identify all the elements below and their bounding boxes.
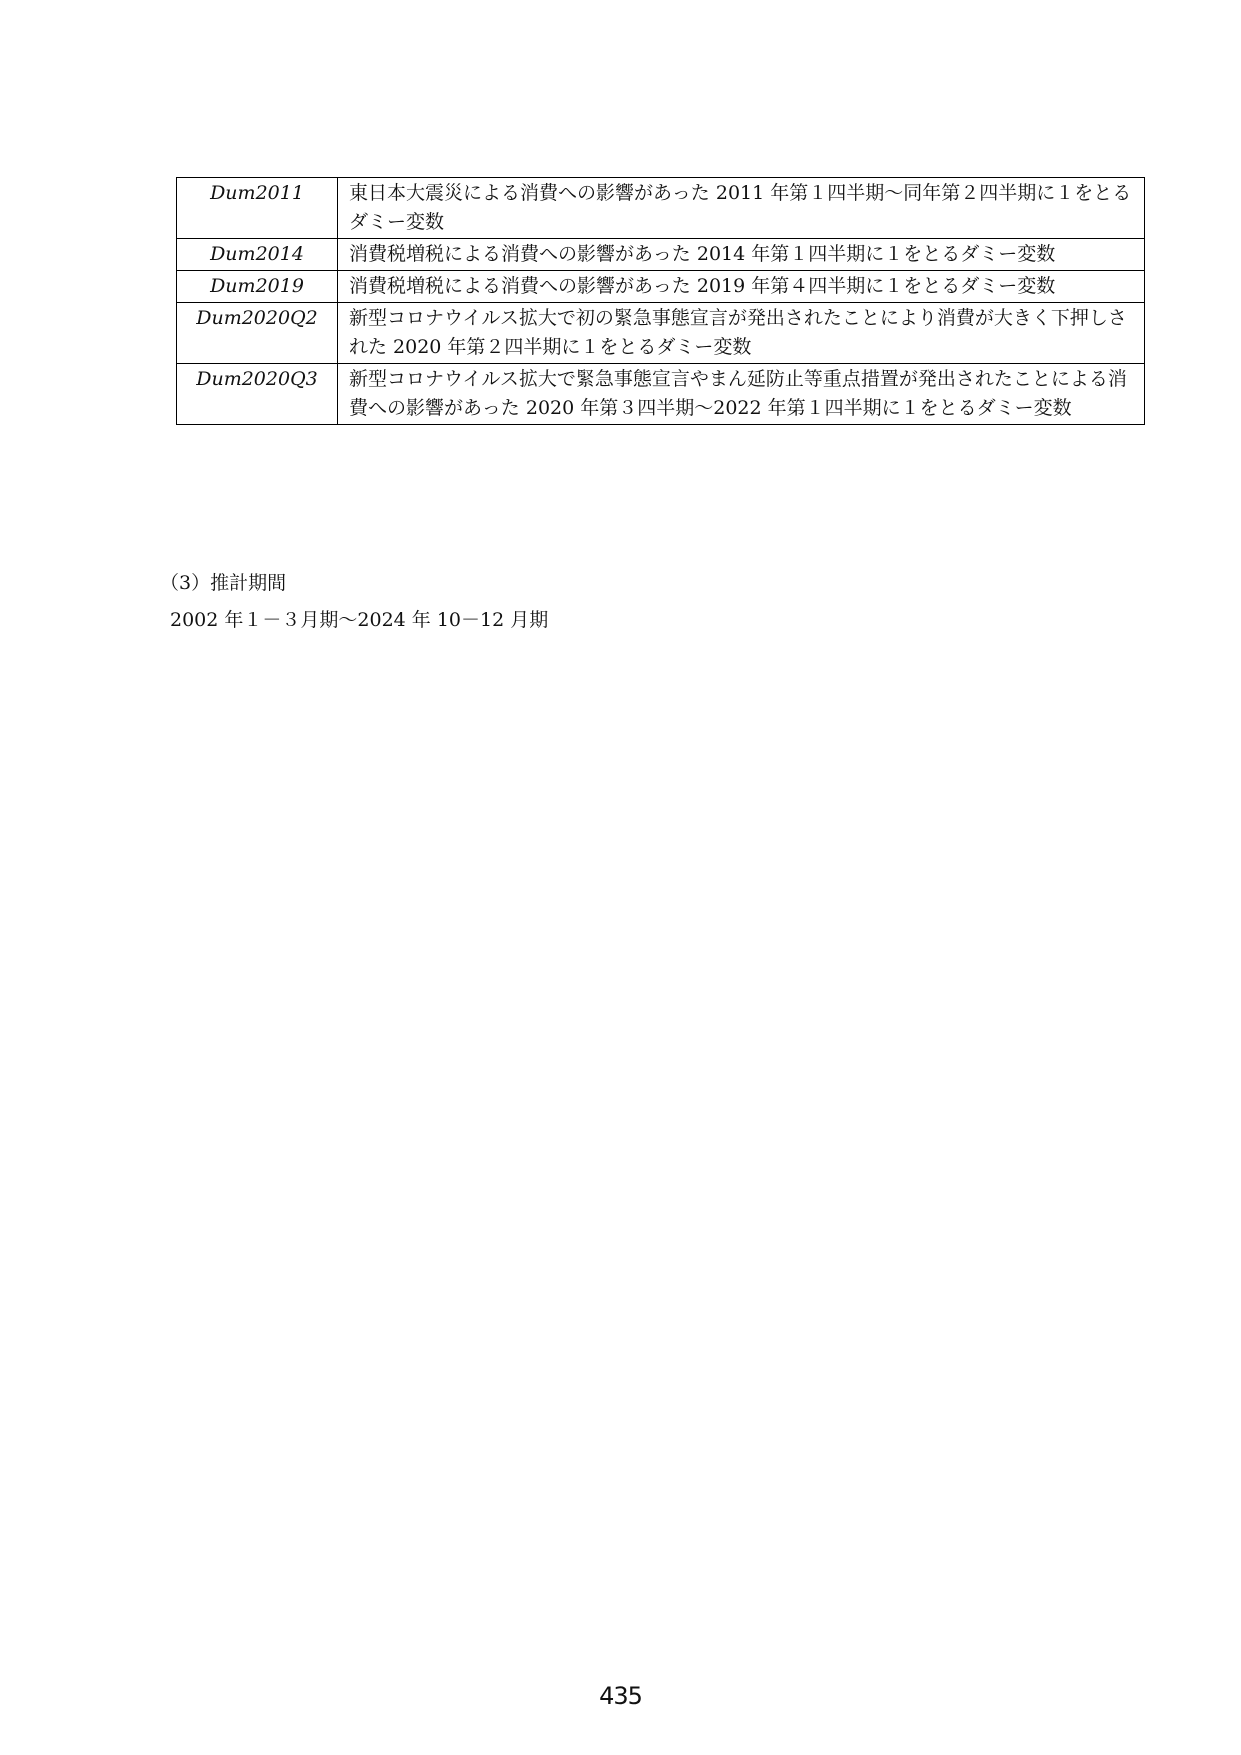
table-row bbox=[177, 239, 1145, 271]
variable-name: Dum2011 bbox=[177, 178, 338, 239]
variable-name: Dum2020Q2 bbox=[177, 303, 338, 364]
estimation-period: 2002 年１－３月期～2024 年 10－12 月期 bbox=[170, 609, 549, 631]
table-row bbox=[177, 303, 1145, 364]
table-row bbox=[177, 364, 1145, 425]
variable-description: 新型コロナウイルス拡大で緊急事態宣言やまん延防止等重点措置が発出されたことによる消費への影響があった 2020 年第３四半期～2022 年第１四半期に１をとるダミー変数 bbox=[338, 364, 1145, 425]
variable-description: 消費税増税による消費への影響があった 2014 年第１四半期に１をとるダミー変数 bbox=[338, 239, 1145, 271]
page-number: 435 bbox=[599, 1682, 642, 1710]
variable-description: 新型コロナウイルス拡大で初の緊急事態宣言が発出されたことにより消費が大きく下押しされた 2020 年第２四半期に１をとるダミー変数 bbox=[338, 303, 1145, 364]
table-row bbox=[177, 178, 1145, 239]
variable-description: 東日本大震災による消費への影響があった 2011 年第１四半期～同年第２四半期に１をとるダミー変数 bbox=[338, 178, 1145, 239]
variable-name: Dum2019 bbox=[177, 271, 338, 303]
variable-description: 消費税増税による消費への影響があった 2019 年第４四半期に１をとるダミー変数 bbox=[338, 271, 1145, 303]
section-heading: （3）推計期間 bbox=[160, 572, 287, 594]
dummy-variable-table bbox=[176, 177, 1145, 425]
table-row bbox=[177, 271, 1145, 303]
variable-name: Dum2014 bbox=[177, 239, 338, 271]
variable-name: Dum2020Q3 bbox=[177, 364, 338, 425]
